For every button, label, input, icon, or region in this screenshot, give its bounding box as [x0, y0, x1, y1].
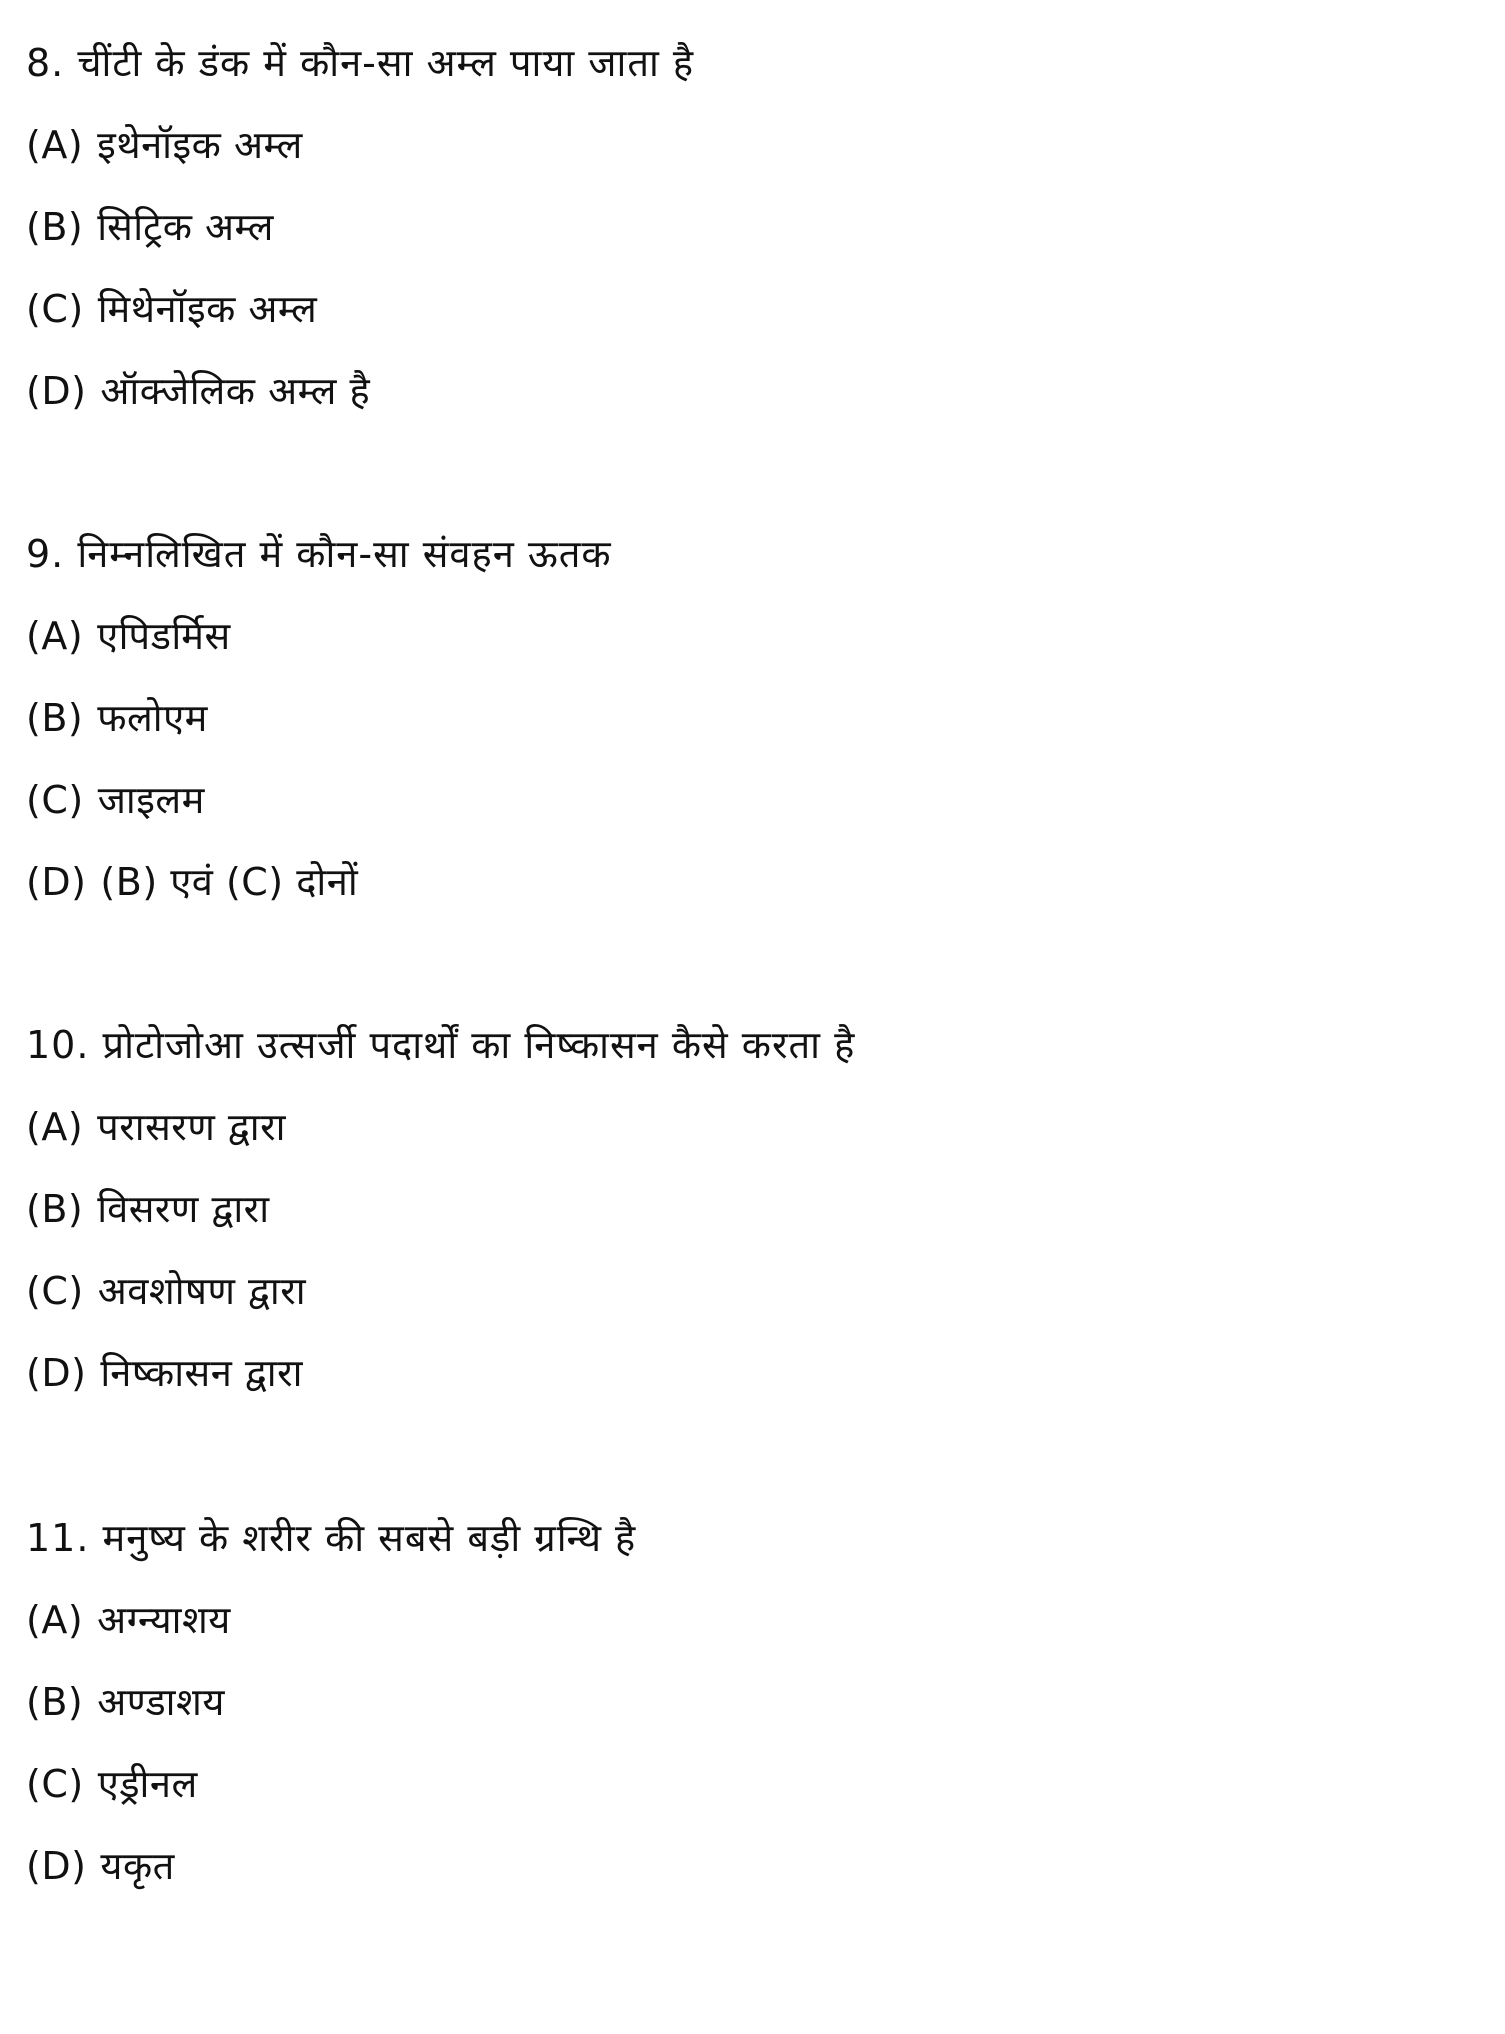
question-number: 10.	[26, 1023, 90, 1067]
question-text: मनुष्य के शरीर की सबसे बड़ी ग्रन्थि है	[102, 1516, 637, 1560]
option-letter: (D)	[26, 369, 87, 413]
question-number: 9.	[26, 532, 65, 576]
option-text: अण्डाशय	[97, 1680, 225, 1724]
option-letter: (B)	[26, 1187, 84, 1231]
question-10	[26, 1004, 1466, 1414]
option-text: जाइलम	[97, 778, 205, 822]
option-letter: (B)	[26, 205, 84, 249]
option-text: परासरण द्वारा	[97, 1105, 286, 1149]
option-d	[26, 1825, 1466, 1907]
option-letter: (A)	[26, 614, 84, 658]
option-letter: (C)	[26, 1269, 84, 1313]
option-b	[26, 1661, 1466, 1743]
option-c	[26, 1250, 1466, 1332]
option-a	[26, 104, 1466, 186]
option-d	[26, 350, 1466, 432]
option-letter: (A)	[26, 1598, 84, 1642]
option-text: अग्न्याशय	[97, 1598, 231, 1642]
option-letter: (C)	[26, 778, 84, 822]
option-letter: (C)	[26, 1762, 84, 1806]
question-stem	[26, 22, 1466, 104]
option-a	[26, 595, 1466, 677]
option-letter: (B)	[26, 1680, 84, 1724]
option-letter: (A)	[26, 123, 84, 167]
question-number: 11.	[26, 1516, 90, 1560]
question-stem	[26, 513, 1466, 595]
option-letter: (A)	[26, 1105, 84, 1149]
option-text: यकृत	[100, 1844, 175, 1888]
option-text: सिट्रिक अम्ल	[97, 205, 274, 249]
option-b	[26, 677, 1466, 759]
question-9	[26, 513, 1466, 923]
option-text: अवशोषण द्वारा	[97, 1269, 307, 1313]
question-11	[26, 1497, 1466, 1907]
question-text: चींटी के डंक में कौन-सा अम्ल पाया जाता है	[77, 41, 695, 85]
question-8	[26, 22, 1466, 432]
option-c	[26, 268, 1466, 350]
option-text: फलोएम	[97, 696, 208, 740]
question-stem	[26, 1497, 1466, 1579]
option-a	[26, 1579, 1466, 1661]
option-a	[26, 1086, 1466, 1168]
option-c	[26, 1743, 1466, 1825]
option-d	[26, 1332, 1466, 1414]
option-d	[26, 841, 1466, 923]
option-text: निष्कासन द्वारा	[100, 1351, 303, 1395]
question-stem	[26, 1004, 1466, 1086]
option-letter: (C)	[26, 287, 84, 331]
option-text: ऑक्जेलिक अम्ल है	[100, 369, 371, 413]
question-text: निम्नलिखित में कौन-सा संवहन ऊतक	[77, 532, 612, 576]
option-letter: (D)	[26, 1844, 87, 1888]
option-letter: (B)	[26, 696, 84, 740]
option-text: (B) एवं (C) दोनों	[100, 860, 359, 904]
option-text: एपिडर्मिस	[97, 614, 231, 658]
option-text: विसरण द्वारा	[97, 1187, 270, 1231]
option-text: इथेनॉइक अम्ल	[97, 123, 303, 167]
option-text: मिथेनॉइक अम्ल	[97, 287, 318, 331]
option-b	[26, 1168, 1466, 1250]
option-letter: (D)	[26, 860, 87, 904]
option-c	[26, 759, 1466, 841]
option-b	[26, 186, 1466, 268]
option-text: एड्रीनल	[97, 1762, 198, 1806]
question-text: प्रोटोजोआ उत्सर्जी पदार्थों का निष्कासन कैसे करता है	[102, 1023, 856, 1067]
option-letter: (D)	[26, 1351, 87, 1395]
question-number: 8.	[26, 41, 65, 85]
